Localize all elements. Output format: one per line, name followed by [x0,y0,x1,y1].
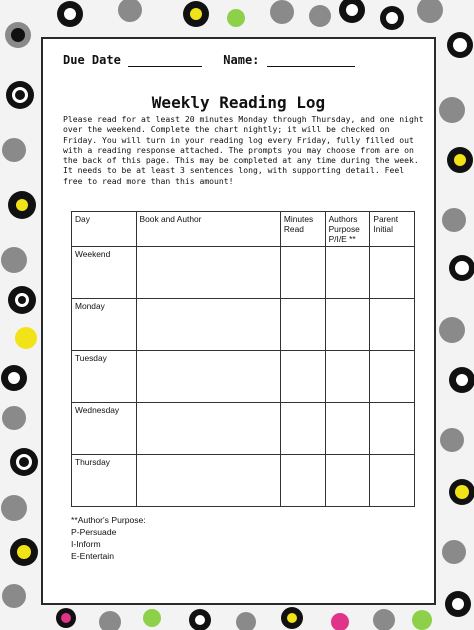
dot [412,610,432,630]
dot [15,327,37,349]
dot [143,609,161,627]
dot [19,457,29,467]
name-field[interactable] [267,53,355,67]
day-cell: Wednesday [72,403,137,455]
dot [2,138,26,162]
col-header-book-author: Book and Author [136,212,280,247]
dot [417,0,443,23]
dot [16,199,28,211]
dot [17,545,31,559]
dot [11,28,25,42]
purpose-key-title: **Author's Purpose: [71,515,146,525]
book-author-cell[interactable] [136,247,280,299]
instructions-paragraph: Please read for at least 20 minutes Monday through Thursday, and one night over the weekend. Complete the chart nightly; it will be checked on Friday. You will turn in your reading log every Friday, fully filled out with a reading response attached. The prompts you may choose from are on the back of this page. This may be completed at any time during the week. It needs to be at least 3 sentences long, with supporting detail. Feel free to read more than this amount! [63,114,424,186]
dot [346,4,358,16]
authors-purpose-cell[interactable] [325,455,370,507]
dot [455,261,469,275]
parent-initial-cell[interactable] [370,403,415,455]
dot [1,247,27,273]
dot [1,495,27,521]
purpose-key-item: P-Persuade [71,527,117,537]
dot [118,0,142,22]
reading-log-table [71,211,415,507]
authors-purpose-cell[interactable] [325,247,370,299]
dot [439,97,465,123]
dot [287,613,297,623]
name-label: Name: [223,53,260,67]
dot [18,296,26,304]
due-date-label: Due Date [63,53,121,67]
dot [8,372,20,384]
minutes-read-cell[interactable] [280,351,325,403]
table-row [72,299,415,351]
book-author-cell[interactable] [136,351,280,403]
dot [386,12,398,24]
top-dots [57,0,443,30]
dot [64,8,76,20]
dot [442,208,466,232]
table-header-row [72,212,415,247]
dot [440,428,464,452]
parent-initial-cell[interactable] [370,299,415,351]
authors-purpose-key [71,514,146,562]
authors-purpose-cell[interactable] [325,299,370,351]
dot [236,612,256,630]
dot [442,540,466,564]
minutes-read-cell[interactable] [280,299,325,351]
due-date-field[interactable] [128,53,202,67]
col-header-day: Day [72,212,137,247]
authors-purpose-cell[interactable] [325,351,370,403]
book-author-cell[interactable] [136,403,280,455]
table-row [72,403,415,455]
dot [456,374,468,386]
book-author-cell[interactable] [136,455,280,507]
dot [452,598,464,610]
dot [270,0,294,24]
col-header-minutes-read: Minutes Read [280,212,325,247]
dot [309,5,331,27]
parent-initial-cell[interactable] [370,351,415,403]
day-cell: Thursday [72,455,137,507]
authors-purpose-cell[interactable] [325,403,370,455]
header-line [63,53,355,67]
dot [453,38,467,52]
minutes-read-cell[interactable] [280,403,325,455]
dot [195,615,205,625]
dot [2,584,26,608]
dot [331,613,349,630]
table-row [72,351,415,403]
table-row [72,247,415,299]
page-title: Weekly Reading Log [151,93,326,112]
purpose-key-item: I-Inform [71,539,101,549]
dot [15,90,25,100]
minutes-read-cell[interactable] [280,247,325,299]
day-cell: Monday [72,299,137,351]
day-cell: Weekend [72,247,137,299]
dot [2,406,26,430]
dot [61,613,71,623]
col-header-authors-purpose: Authors Purpose P/I/E ** [325,212,370,247]
table-row [72,455,415,507]
book-author-cell[interactable] [136,299,280,351]
dot [373,609,395,630]
dot [455,485,469,499]
left-dots [1,22,38,608]
dot [454,154,466,166]
dot [439,317,465,343]
day-cell: Tuesday [72,351,137,403]
dot [227,9,245,27]
dot [99,611,121,630]
right-dots [439,32,474,617]
purpose-key-item: E-Entertain [71,551,114,561]
parent-initial-cell[interactable] [370,247,415,299]
parent-initial-cell[interactable] [370,455,415,507]
dot [190,8,202,20]
reading-log-sheet [41,37,436,605]
minutes-read-cell[interactable] [280,455,325,507]
col-header-parent-initial: Parent Initial [370,212,415,247]
bottom-dots [56,607,432,630]
